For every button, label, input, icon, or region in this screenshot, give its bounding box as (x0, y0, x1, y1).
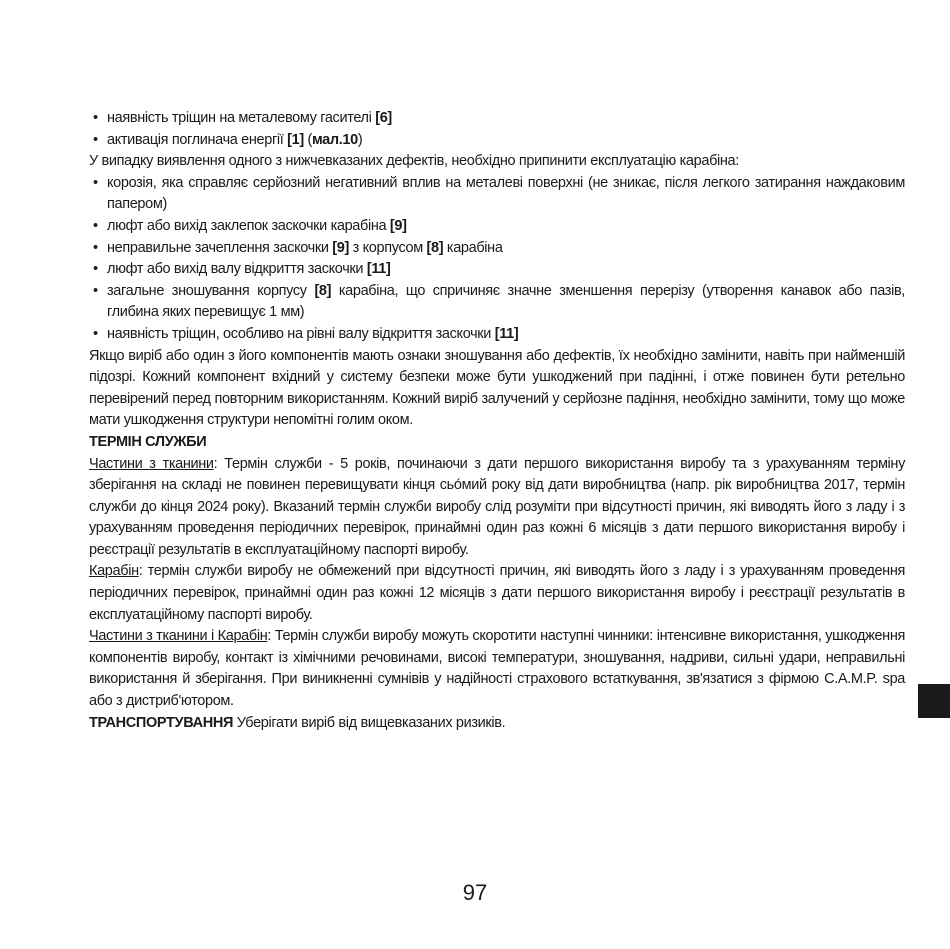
document-body (89, 108, 905, 734)
textiles-text: : Термін служби - 5 років, починаючи з дати першого використання виробу та з урахуванням терміну зберігання на складі не повинен перевищувати кінця сьо́мий року від дати виробництва (напр. рік виробництва 2017, термін служби до кінця 2024 року). Вказаний термін служби виробу слід розуміти при відсутності причин, які виводять його з ладу і з урахуванням проведення періодичних перевірок, принаймні один раз кожні 6 місяців з дати першого використання виробу і реєстрації результатів в експлуатаційному паспорті виробу. (89, 455, 905, 558)
bullet-text: карабіна (443, 239, 503, 256)
bullet-text: з корпусом (348, 239, 427, 256)
transport-paragraph (89, 713, 905, 735)
reference-number: [11] (494, 325, 519, 342)
carabiner-text: : термін служби виробу не обмежений при відсутності причин, які виводять його з ладу і з урахуванням проведення періодичних перевірок, принаймні один раз кожні 12 місяців з дати першого використання виробу і реєстрації результатів в експлуатаційному паспорті виробу. (89, 563, 905, 623)
bullet-item (89, 130, 905, 152)
bullet-item (89, 173, 905, 216)
textiles-label: Частини з тканини (89, 455, 214, 472)
transport-text: Уберігати виріб від вищевказаних ризиків. (233, 714, 506, 731)
reference-number: [8] (314, 282, 332, 299)
bullet-text: люфт або вихід заклепок заскочки карабіна (107, 217, 390, 234)
reference-number: [9] (389, 217, 407, 234)
bullet-item (89, 238, 905, 260)
page-number: 97 (462, 880, 488, 905)
bullet-text: активація поглинача енергії (107, 131, 288, 148)
bullet-text: неправильне зачеплення заскочки (107, 239, 333, 256)
both-text: : Термін служби виробу можуть скоротити наступні чинники: інтенсивне використання, ушкодження компонентів виробу, контакт із хімічними речовинами, високі температури, зношування, надриви, сильні удари, неправильні використання й зберігання. При виникненні сумнівів у надійності страхового встаткування, зв'язатися з фірмою C.A.M.P. spa або з дистриб'ютором. (89, 628, 905, 710)
both-label: Частини з тканини і Карабін (89, 628, 268, 645)
bullet-list-top (89, 108, 905, 151)
bullet-item (89, 259, 905, 281)
bullet-item (89, 108, 905, 130)
bullet-marker: • (93, 325, 98, 342)
transport-heading: ТРАНСПОРТУВАННЯ (89, 714, 234, 731)
service-life-heading: ТЕРМІН СЛУЖБИ (89, 433, 207, 450)
reference-number: [8] (426, 239, 444, 256)
section-tab-marker (918, 684, 950, 718)
bullet-marker: • (93, 174, 98, 191)
bullet-marker: • (93, 239, 98, 256)
defects-intro: У випадку виявлення одного з нижчевказаних дефектів, необхідно припинити експлуатацію карабіна: (89, 153, 739, 170)
bullet-item (89, 281, 905, 324)
reference-number: [11] (366, 261, 391, 278)
bullet-marker: • (93, 282, 98, 299)
reference-number: [6] (375, 110, 392, 126)
replacement-paragraph: Якщо виріб або один з його компонентів мають ознаки зношування або дефектів, їх необхідно замінити, навіть при найменшій підозрі. Кожний компонент вхідний у систему безпеки може бути ушкоджений при падінні, і отже повинен бути ретельно перевірений перед повторним використанням. Кожний виріб залучений у серйозне падіння, необхідно замінити, тому що може мати ушкодження структури непомітні голим оком. (89, 347, 905, 429)
bullet-text: корозія, яка справляє серйозний негативний вплив на металеві поверхні (не зникає, після легкого затирання наждаковим папером) (107, 174, 905, 213)
bullet-item (89, 216, 905, 238)
bullet-marker: • (93, 131, 98, 148)
bullet-text: загальне зношування корпусу (107, 282, 315, 299)
service-life-both (89, 626, 905, 712)
bullet-marker: • (93, 261, 98, 278)
bullet-text: ( (303, 131, 312, 148)
bullet-list-defects (89, 173, 905, 346)
bullet-marker: • (93, 217, 98, 234)
bullet-marker: • (93, 110, 98, 126)
reference-number: мал.10 (311, 131, 358, 148)
bullet-text: наявність тріщин, особливо на рівні валу відкриття заскочки (107, 325, 495, 342)
bullet-text: люфт або вихід валу відкриття заскочки (107, 261, 367, 278)
bullet-text: карабіна, що спричиняє значне зменшення перерізу (утворення канавок або пазів, глибина яких перевищує 1 мм) (107, 282, 905, 321)
bullet-item (89, 324, 905, 346)
reference-number: [9] (332, 239, 349, 256)
service-life-carabiner (89, 561, 905, 626)
bullet-text: наявність тріщин на металевому гасителі (107, 110, 376, 126)
carabiner-label: Карабін (89, 563, 139, 580)
bullet-text: ) (357, 131, 363, 148)
reference-number: [1] (287, 131, 304, 148)
service-life-textiles (89, 454, 905, 562)
